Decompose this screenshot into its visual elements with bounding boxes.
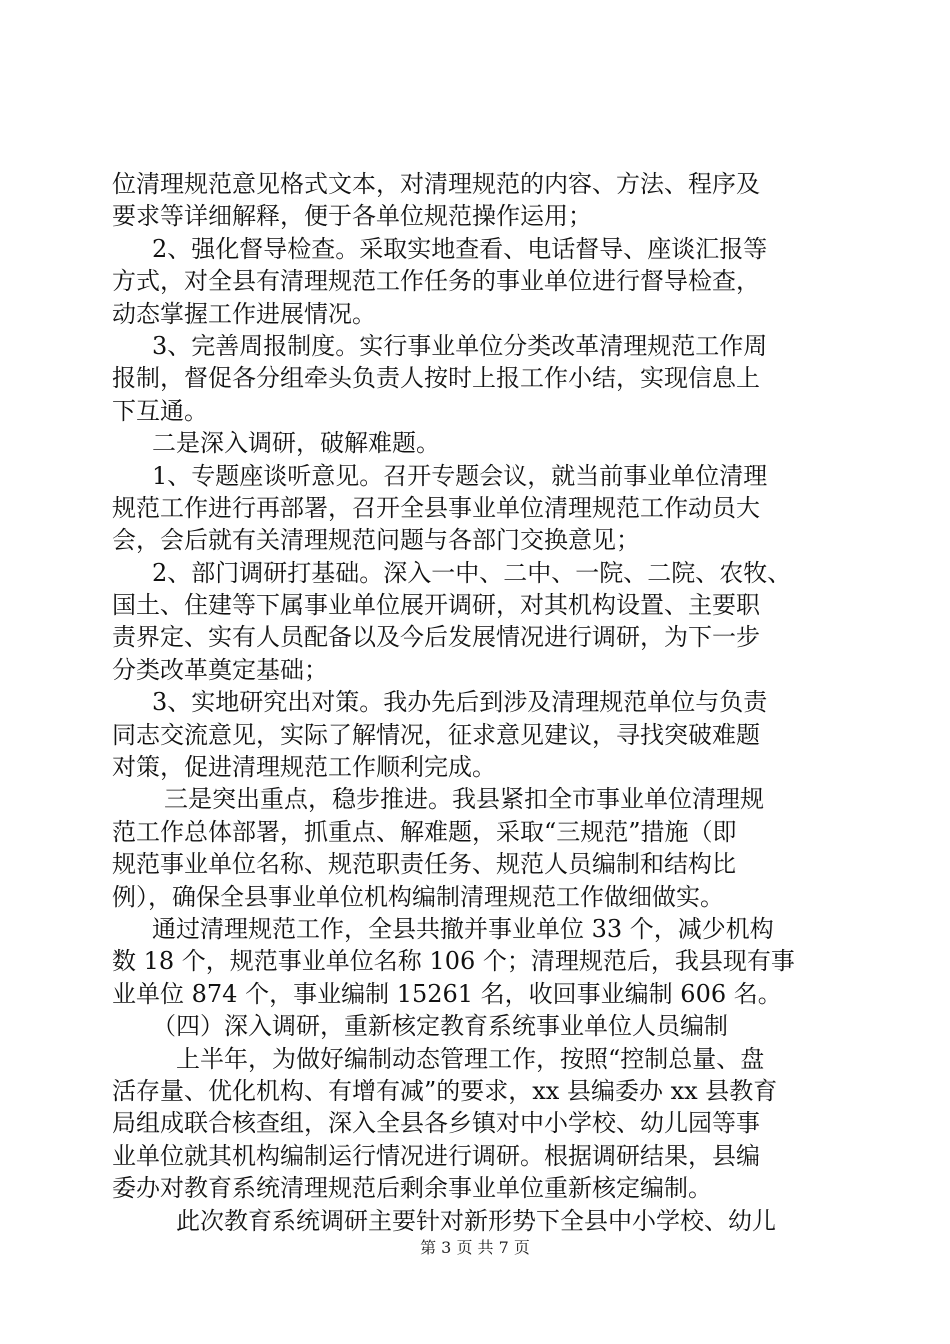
text-line: 3、实地研究出对策。我办先后到涉及清理规范单位与负责 — [152, 688, 768, 717]
text-line: 分类改革奠定基础； — [112, 655, 328, 684]
text-line: 规范事业单位名称、规范职责任务、规范人员编制和结构比 — [112, 850, 736, 879]
text-line: 范工作总体部署，抓重点、解难题，采取“三规范”措施（即 — [112, 817, 737, 846]
text-line: 局组成联合核查组，深入全县各乡镇对中小学校、幼儿园等事 — [112, 1109, 760, 1138]
text-line: 报制，督促各分组牵头负责人按时上报工作小结，实现信息上 — [112, 364, 760, 393]
text-line: 上半年，为做好编制动态管理工作，按照“控制总量、盘 — [176, 1044, 765, 1073]
text-line: 二是深入调研，破解难题。 — [152, 429, 440, 458]
text-line: 动态掌握工作进展情况。 — [112, 299, 376, 328]
document-body — [112, 168, 834, 1237]
text-line: 三是突出重点，稳步推进。我县紧扣全市事业单位清理规 — [164, 785, 764, 814]
text-line: 位清理规范意见格式文本，对清理规范的内容、方法、程序及 — [112, 170, 760, 198]
text-line: 2、强化督导检查。采取实地查看、电话督导、座谈汇报等 — [152, 234, 768, 263]
text-line: 数 18 个，规范事业单位名称 106 个；清理规范后，我县现有事 — [112, 947, 795, 976]
text-line: 活存量、优化机构、有增有减”的要求，xx 县编委办 xx 县教育 — [112, 1076, 778, 1105]
page-footer: 第 3 页 共 7 页 — [420, 1238, 530, 1257]
text-line: 规范工作进行再部署，召开全县事业单位清理规范工作动员大 — [112, 493, 760, 522]
text-line: 业单位就其机构编制运行情况进行调研。根据调研结果，县编 — [112, 1141, 760, 1170]
section-heading: （四）深入调研，重新核定教育系统事业单位人员编制 — [152, 1012, 728, 1041]
text-line: 通过清理规范工作，全县共撤并事业单位 33 个，减少机构 — [152, 914, 774, 943]
text-line: 同志交流意见，实际了解情况，征求意见建议，寻找突破难题 — [112, 720, 760, 749]
text-line: 责界定、实有人员配备以及今后发展情况进行调研，为下一步 — [112, 623, 760, 652]
text-line: 方式，对全县有清理规范工作任务的事业单位进行督导检查， — [112, 267, 760, 296]
text-line: 业单位 874 个，事业编制 15261 名，收回事业编制 606 名。 — [112, 979, 782, 1008]
text-line: 要求等详细解释，便于各单位规范操作运用； — [112, 202, 592, 231]
text-line: 此次教育系统调研主要针对新形势下全县中小学校、幼儿 — [176, 1206, 776, 1235]
text-line: 例），确保全县事业单位机构编制清理规范工作做细做实。 — [112, 882, 724, 911]
text-line: 1、专题座谈听意见。召开专题会议，就当前事业单位清理 — [152, 461, 768, 490]
text-line: 对策，促进清理规范工作顺利完成。 — [112, 753, 496, 782]
text-line: 会，会后就有关清理规范问题与各部门交换意见； — [112, 526, 640, 555]
text-line: 国土、住建等下属事业单位展开调研，对其机构设置、主要职 — [112, 591, 760, 620]
text-line: 2、部门调研打基础。深入一中、二中、一院、二院、农牧、 — [152, 558, 792, 587]
text-line: 3、完善周报制度。实行事业单位分类改革清理规范工作周 — [152, 331, 768, 360]
text-line: 下互通。 — [112, 396, 208, 425]
text-line: 委办对教育系统清理规范后剩余事业单位重新核定编制。 — [112, 1174, 712, 1203]
